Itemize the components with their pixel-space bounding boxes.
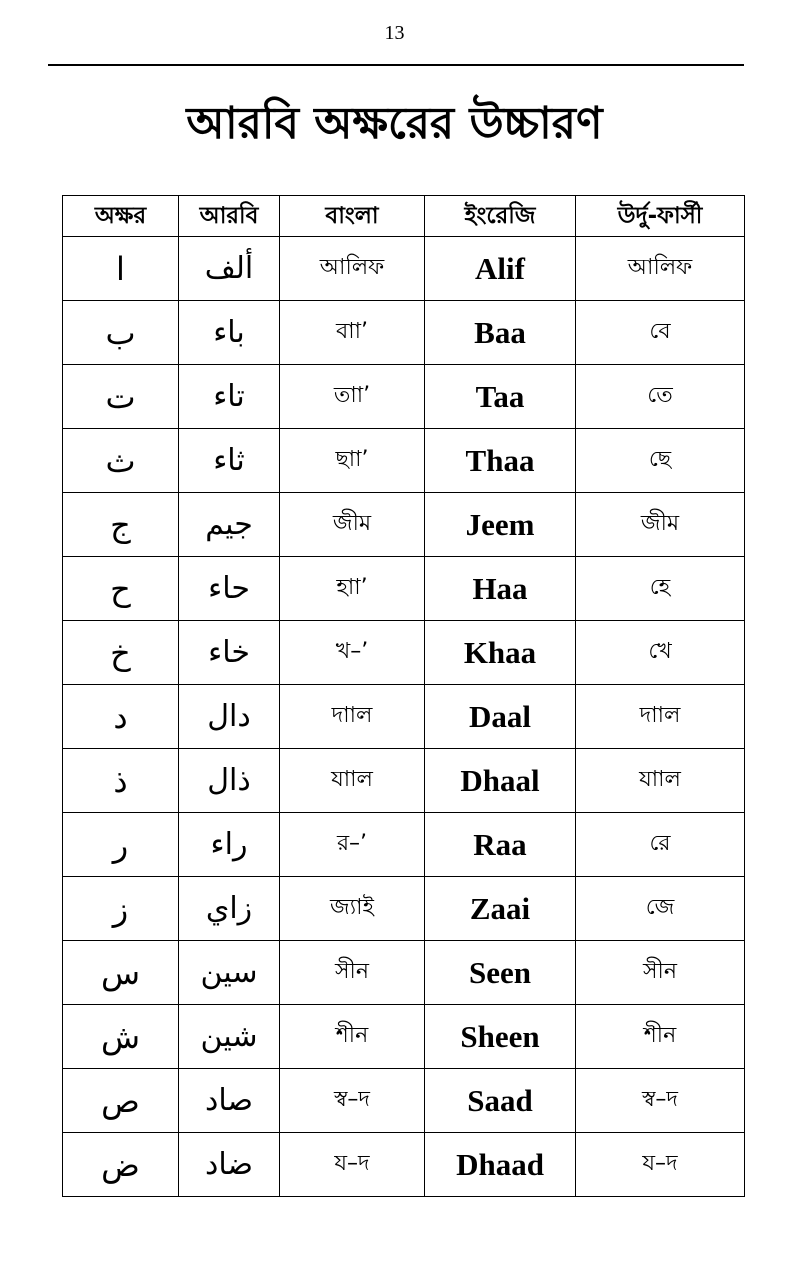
english-pronunciation-cell: Thaa [425,429,576,493]
urdu-farsi-pronunciation-cell: যাাল [576,749,745,813]
urdu-farsi-pronunciation-cell: সীন [576,941,745,1005]
urdu-farsi-pronunciation-cell: বে [576,301,745,365]
english-pronunciation-cell: Saad [425,1069,576,1133]
letter-cell: د [63,685,179,749]
arabic-name-cell: شين [179,1005,280,1069]
header-bangla: বাংলা [280,196,425,237]
table-row [63,557,745,621]
arabic-alphabet-table [62,195,745,1197]
urdu-farsi-pronunciation-cell: তে [576,365,745,429]
arabic-name-cell: تاء [179,365,280,429]
bangla-pronunciation-cell: বাা’ [280,301,425,365]
table-row [63,365,745,429]
header-english: ইংরেজি [425,196,576,237]
urdu-farsi-pronunciation-cell: আলিফ [576,237,745,301]
header-divider [48,64,744,66]
urdu-farsi-pronunciation-cell: জে [576,877,745,941]
letter-cell: ت [63,365,179,429]
table-row [63,941,745,1005]
table-body [63,237,745,1197]
letter-cell: ح [63,557,179,621]
table-row [63,813,745,877]
bangla-pronunciation-cell: খ–’ [280,621,425,685]
bangla-pronunciation-cell: ছাা’ [280,429,425,493]
english-pronunciation-cell: Sheen [425,1005,576,1069]
page-title: আরবি অক্ষরের উচ্চারণ [186,98,603,149]
english-pronunciation-cell: Raa [425,813,576,877]
urdu-farsi-pronunciation-cell: শীন [576,1005,745,1069]
arabic-name-cell: ذال [179,749,280,813]
bangla-pronunciation-cell: তাা’ [280,365,425,429]
english-pronunciation-cell: Dhaal [425,749,576,813]
arabic-name-cell: دال [179,685,280,749]
urdu-farsi-pronunciation-cell: খে [576,621,745,685]
table-row [63,1133,745,1197]
english-pronunciation-cell: Daal [425,685,576,749]
letter-cell: ز [63,877,179,941]
arabic-name-cell: سين [179,941,280,1005]
arabic-name-cell: راء [179,813,280,877]
english-pronunciation-cell: Seen [425,941,576,1005]
table-row [63,685,745,749]
bangla-pronunciation-cell: জ্যাই [280,877,425,941]
arabic-name-cell: صاد [179,1069,280,1133]
bangla-pronunciation-cell: শীন [280,1005,425,1069]
bangla-pronunciation-cell: আলিফ [280,237,425,301]
table-row [63,749,745,813]
letter-cell: خ [63,621,179,685]
bangla-pronunciation-cell: হাা’ [280,557,425,621]
english-pronunciation-cell: Taa [425,365,576,429]
letter-cell: ذ [63,749,179,813]
bangla-pronunciation-cell: সীন [280,941,425,1005]
table-row [63,237,745,301]
arabic-name-cell: جيم [179,493,280,557]
table-row [63,1005,745,1069]
urdu-farsi-pronunciation-cell: য–দ [576,1133,745,1197]
letter-cell: ر [63,813,179,877]
english-pronunciation-cell: Baa [425,301,576,365]
english-pronunciation-cell: Khaa [425,621,576,685]
arabic-name-cell: باء [179,301,280,365]
letter-cell: ص [63,1069,179,1133]
table-row [63,493,745,557]
bangla-pronunciation-cell: দাাল [280,685,425,749]
bangla-pronunciation-cell: স্ব–দ [280,1069,425,1133]
urdu-farsi-pronunciation-cell: জীম [576,493,745,557]
arabic-name-cell: ألف [179,237,280,301]
header-arabic: আরবি [179,196,280,237]
letter-cell: س [63,941,179,1005]
table-row [63,621,745,685]
bangla-pronunciation-cell: যাাল [280,749,425,813]
english-pronunciation-cell: Jeem [425,493,576,557]
letter-cell: ث [63,429,179,493]
bangla-pronunciation-cell: য–দ [280,1133,425,1197]
arabic-name-cell: ثاء [179,429,280,493]
letter-cell: ض [63,1133,179,1197]
english-pronunciation-cell: Alif [425,237,576,301]
table-row [63,301,745,365]
header-urdu-farsi: উর্দু-ফার্সী [576,196,745,237]
urdu-farsi-pronunciation-cell: ছে [576,429,745,493]
arabic-name-cell: خاء [179,621,280,685]
table-row [63,1069,745,1133]
bangla-pronunciation-cell: জীম [280,493,425,557]
letter-cell: ا [63,237,179,301]
urdu-farsi-pronunciation-cell: হে [576,557,745,621]
urdu-farsi-pronunciation-cell: দাাল [576,685,745,749]
header-letter: অক্ষর [63,196,179,237]
arabic-name-cell: ضاد [179,1133,280,1197]
urdu-farsi-pronunciation-cell: স্ব–দ [576,1069,745,1133]
letter-cell: ج [63,493,179,557]
urdu-farsi-pronunciation-cell: রে [576,813,745,877]
arabic-name-cell: زاي [179,877,280,941]
arabic-name-cell: حاء [179,557,280,621]
letter-cell: ش [63,1005,179,1069]
english-pronunciation-cell: Haa [425,557,576,621]
page-number: 13 [384,22,405,44]
english-pronunciation-cell: Zaai [425,877,576,941]
table-row [63,429,745,493]
letter-cell: ب [63,301,179,365]
english-pronunciation-cell: Dhaad [425,1133,576,1197]
table-header-row [63,196,745,237]
bangla-pronunciation-cell: র–’ [280,813,425,877]
table-row [63,877,745,941]
